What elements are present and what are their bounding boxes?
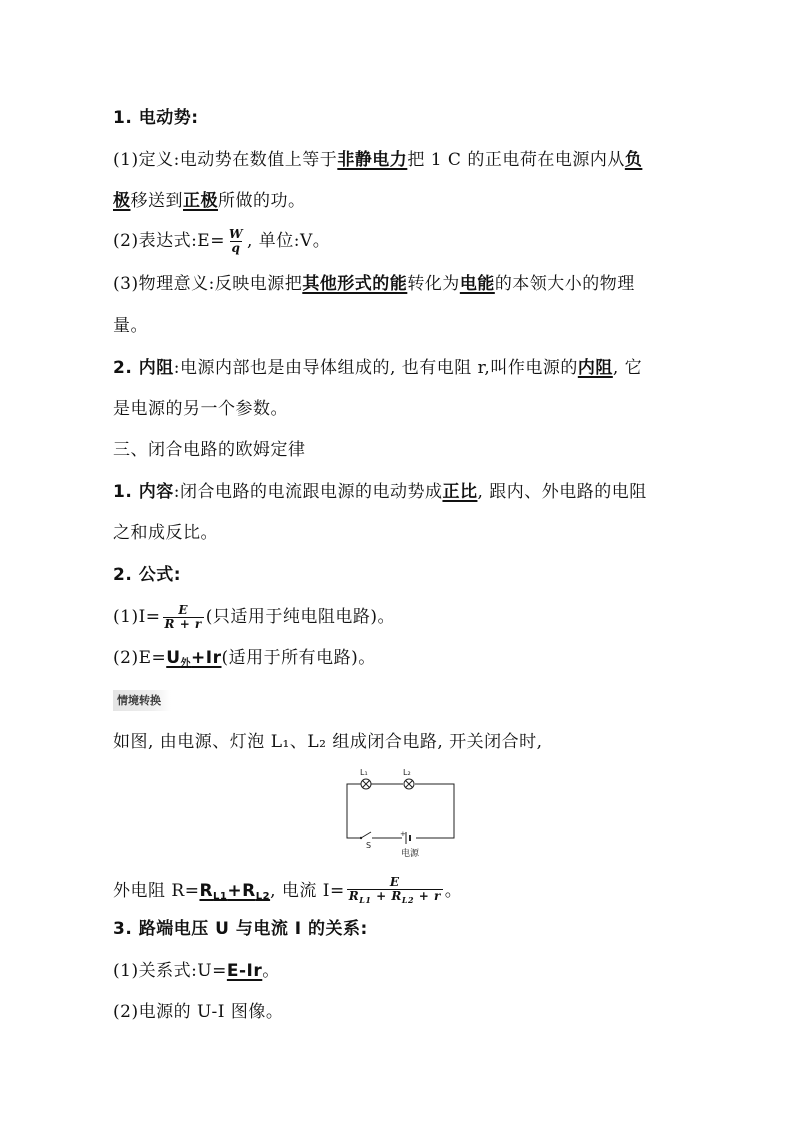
paragraph-content: 1. 内容:闭合电路的电流跟电源的电动势成正比, 跟内、外电路的电阻 bbox=[113, 482, 647, 502]
paragraph-scenario: 如图, 由电源、灯泡 L₁、L₂ 组成闭合电路, 开关闭合时, bbox=[113, 732, 543, 752]
lamp-l2-icon bbox=[404, 779, 414, 789]
battery-label: 电源 bbox=[401, 849, 420, 859]
heading-emf: 1. 电动势: bbox=[113, 108, 199, 128]
wire-right bbox=[415, 784, 454, 838]
switch-label: S bbox=[366, 841, 372, 850]
fraction-current: $\frac{E}{R_{L1} + R_{L2} + r}$ bbox=[348, 875, 441, 905]
paragraph-definition-cont: 极移送到正极所做的功。 bbox=[113, 191, 306, 211]
paragraph-definition: (1)定义:电动势在数值上等于非静电力把 1 C 的正电荷在电源内从负 bbox=[113, 150, 643, 170]
lamp-l1-icon bbox=[361, 779, 371, 789]
battery-plus-label: + bbox=[400, 830, 406, 838]
blank-positive-pole: 正极 bbox=[183, 191, 218, 211]
paragraph-ui-graph: (2)电源的 U-I 图像。 bbox=[113, 1002, 284, 1022]
battery-icon bbox=[406, 832, 410, 844]
paragraph-external-resistance: 外电阻 $R=R_{L1}+R_{L2}$, 电流 I= $\frac{E}{R_{L1} + R_{L2} + r}$ 。 bbox=[113, 875, 463, 905]
fraction-e-over-r-plus-r: $\frac{E}{R + r}$ bbox=[164, 603, 202, 631]
paragraph-content-cont: 之和成反比。 bbox=[113, 523, 218, 543]
paragraph-relation: (1)关系式:U=E-Ir。 bbox=[113, 961, 280, 981]
scenario-tag: 情境转换 bbox=[113, 690, 171, 711]
circuit-diagram bbox=[340, 764, 460, 864]
blank-non-electrostatic-force: 非静电力 bbox=[337, 150, 408, 170]
paragraph-internal-resistance: 2. 内阻:电源内部也是由导体组成的, 也有电阻 r,叫作电源的内阻, 它 bbox=[113, 358, 643, 378]
paragraph-physical-meaning: (3)物理意义:反映电源把其他形式的能转化为电能的本领大小的物理 bbox=[113, 274, 635, 294]
formula-2: $(2)E=U_外+Ir$(适用于所有电路)。 bbox=[113, 648, 376, 669]
paragraph-expression: (2)表达式:E= $\frac{W}{q}$ , 单位:V。 bbox=[113, 227, 331, 255]
paragraph-physical-meaning-cont: 量。 bbox=[113, 316, 148, 336]
switch-icon bbox=[360, 832, 371, 839]
heading-formula: 2. 公式: bbox=[113, 565, 182, 585]
wire-left bbox=[347, 784, 372, 838]
lamp-l2-label: L₂ bbox=[403, 768, 411, 777]
heading-terminal-voltage: 3. 路端电压 U 与电流 I 的关系: bbox=[113, 919, 368, 939]
section-heading-ohms-law: 三、闭合电路的欧姆定律 bbox=[113, 440, 306, 460]
paragraph-internal-resistance-cont: 是电源的另一个参数。 bbox=[113, 399, 288, 419]
formula-1: (1)I= $\frac{E}{R + r}$ (只适用于纯电阻电路)。 bbox=[113, 603, 396, 631]
fraction-w-over-q: $\frac{W}{q}$ bbox=[228, 227, 243, 255]
lamp-l1-label: L₁ bbox=[360, 768, 368, 777]
